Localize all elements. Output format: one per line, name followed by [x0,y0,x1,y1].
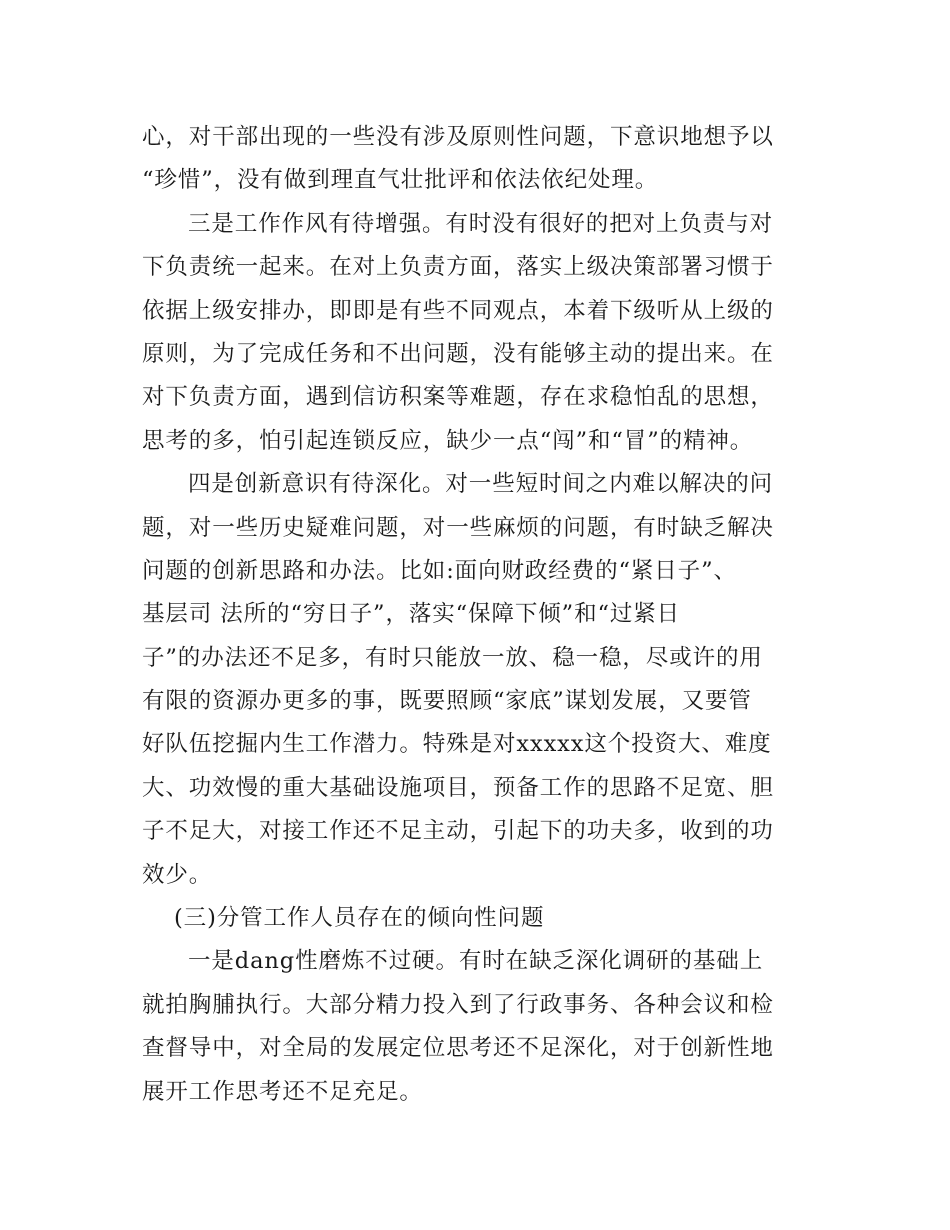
text-line: 题，对一些历史疑难问题，对一些麻烦的问题，有时缺乏解决 [142,514,774,541]
text-line: 原则，为了完成任务和不出问题，没有能够主动的提出来。在 [142,340,774,367]
text-line: 问题的创新思路和办法。比如:面向财政经费的“紧日子”、 [142,557,737,584]
text-line: 对下负责方面，遇到信访积案等难题，存在求稳怕乱的思想， [142,384,774,411]
text-line: 下负责统一起来。在对上负责方面，落实上级决策部署习惯于 [142,254,774,281]
text-line: 查督导中，对全局的发展定位思考还不足深化，对于创新性地 [142,1035,774,1062]
text-line: 三是工作作风有待增强。有时没有很好的把对上负责与对 [188,210,774,237]
text-line: 一是dang性磨炼不过硬。有时在缺乏深化调研的基础上 [188,948,764,975]
text-line: 展开工作思考还不足充足。 [142,1078,423,1105]
text-line: “珍惜”，没有做到理直气壮批评和依法依纪处理。 [142,167,659,194]
text-line: 四是创新意识有待深化。对一些短时间之内难以解决的问 [188,471,774,498]
text-line: 大、功效慢的重大基础设施项目，预备工作的思路不足宽、胆 [142,774,774,801]
text-line: 效少。 [142,861,213,888]
document-body [142,116,822,1114]
text-line: 子不足大，对接工作还不足主动，引起下的功夫多，收到的功 [142,818,774,845]
text-line: 有限的资源办更多的事，既要照顾“家底”谋划发展，又要管 [142,688,752,715]
text-line: (三)分管工作人员存在的倾向性问题 [174,905,545,932]
text-line: 好队伍挖掘内生工作潜力。特殊是对xxxxx这个投资大、难度 [142,731,772,758]
text-line: 心，对干部出现的一些没有涉及原则性问题，下意识地想予以 [142,124,774,150]
text-line: 子”的办法还不足多，有时只能放一放、稳一稳，尽或许的用 [142,644,763,671]
text-line: 思考的多，怕引起连锁反应，缺少一点“闯”和“冒”的精神。 [142,427,754,454]
text-line: 基层司 法所的“穷日子”，落实“保障下倾”和“过紧日 [142,601,681,628]
text-line: 依据上级安排办，即即是有些不同观点，本着下级听从上级的 [142,297,774,324]
text-line: 就拍胸脯执行。大部分精力投入到了行政事务、各种会议和检 [142,991,774,1018]
